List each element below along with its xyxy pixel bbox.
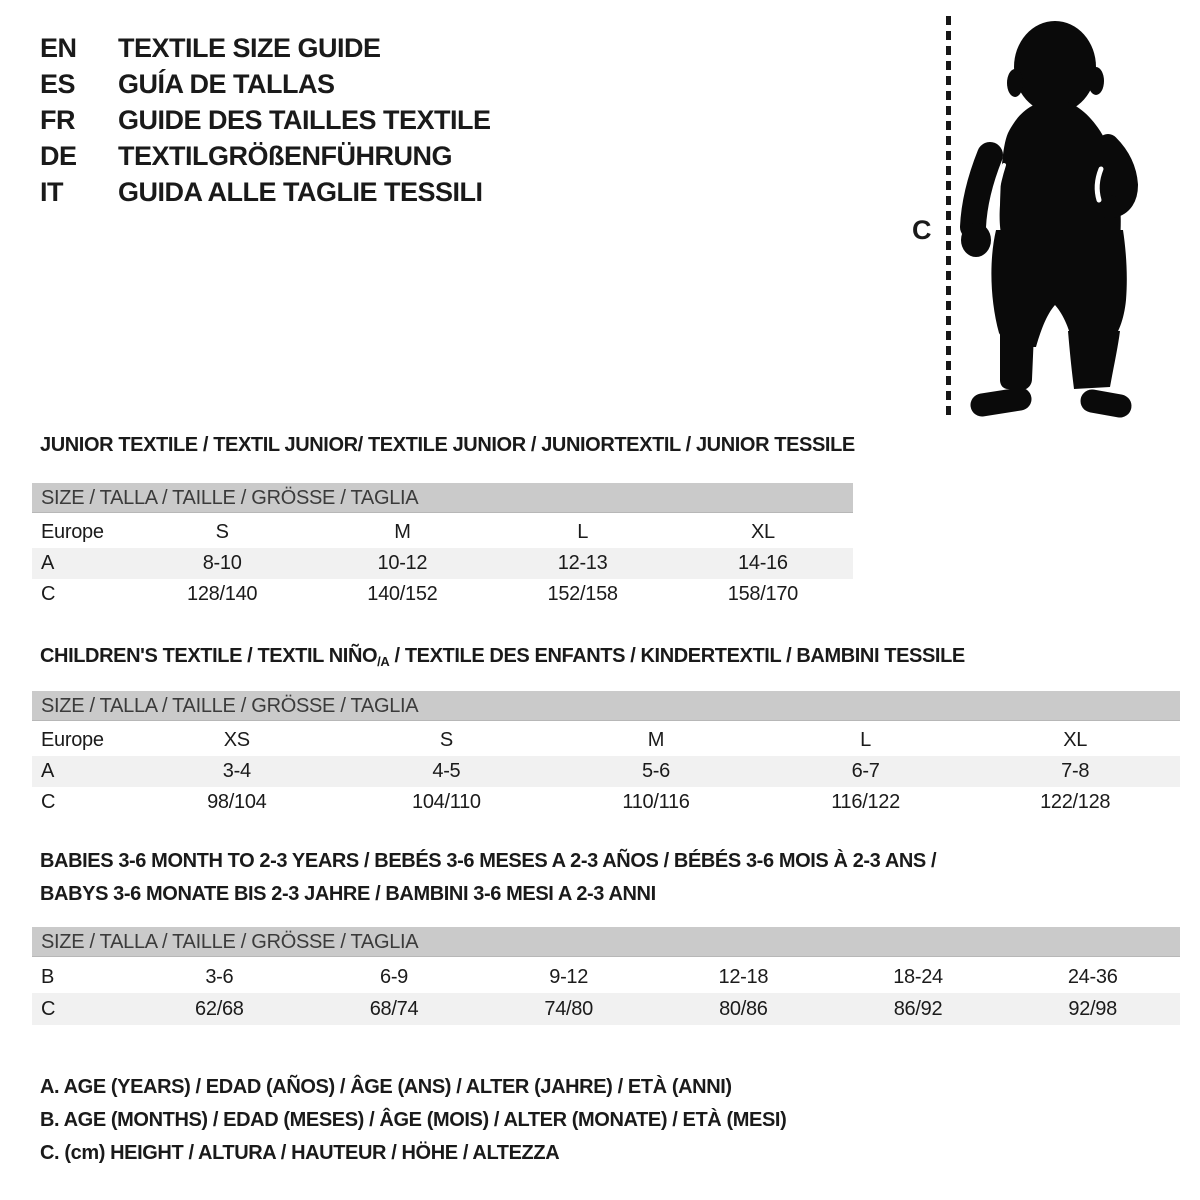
legend-line-c: C. (cm) HEIGHT / ALTURA / HAUTEUR / HÖHE / ALTEZZA: [40, 1142, 560, 1164]
height-dashed-line: [946, 16, 951, 416]
table-row-age-years: [32, 548, 853, 579]
title-text: / TEXTILE DES ENFANTS / KINDERTEXTIL / BAMBINI TESSILE: [389, 645, 965, 667]
size-cell: M: [647, 729, 665, 751]
babies-size-table: [32, 927, 1180, 1025]
height-cell: 110/116: [622, 791, 690, 813]
age-cell: 6-9: [380, 965, 409, 988]
table-row-europe: [32, 517, 853, 548]
age-cell: 18-24: [893, 965, 943, 988]
lang-row-en: [40, 30, 491, 66]
table-row-age-months: [32, 961, 1180, 993]
table-row-height-cm: [32, 787, 1180, 818]
age-cell: 8-10: [202, 552, 242, 574]
lang-title: TEXTILE SIZE GUIDE: [118, 32, 381, 63]
title-subscript: /A: [377, 654, 390, 669]
age-cell: 7-8: [1061, 760, 1090, 782]
age-cell: 14-16: [738, 552, 788, 574]
table-row-europe: [32, 725, 1180, 756]
measurement-legend: [40, 1071, 786, 1170]
table-row-height-cm: [32, 993, 1180, 1025]
age-cell: 10-12: [377, 552, 428, 574]
babies-title-line1: BABIES 3-6 MONTH TO 2-3 YEARS / BEBÉS 3-6 MESES A 2-3 AÑOS / BÉBÉS 3-6 MOIS À 2-3 ANS /: [40, 850, 937, 872]
toddler-silhouette: [960, 15, 1140, 421]
age-cell: 9-12: [549, 965, 589, 988]
height-cell: 152/158: [547, 583, 618, 605]
age-cell: 12-18: [718, 965, 769, 988]
babies-section-title: [40, 845, 936, 911]
lang-code: DE: [40, 140, 77, 171]
height-cell: 140/152: [367, 583, 438, 605]
row-label: C: [41, 791, 56, 813]
children-section-title: [40, 645, 965, 669]
height-cell: 92/98: [1068, 997, 1117, 1020]
age-cell: 5-6: [641, 760, 670, 782]
row-label: C: [41, 583, 56, 605]
age-cell: 12-13: [557, 552, 608, 574]
height-cell: 62/68: [195, 997, 244, 1020]
lang-code: IT: [40, 176, 63, 207]
junior-section-title: JUNIOR TEXTILE / TEXTIL JUNIOR/ TEXTILE JUNIOR / JUNIORTEXTIL / JUNIOR TESSILE: [40, 434, 855, 456]
height-cell: 122/128: [1040, 791, 1111, 813]
lang-code: FR: [40, 104, 75, 135]
height-cell: 116/122: [831, 791, 900, 813]
age-cell: 24-36: [1067, 965, 1118, 988]
lang-row-de: [40, 138, 491, 174]
size-cell: S: [215, 521, 229, 543]
age-cell: 3-4: [222, 760, 251, 782]
lang-title: TEXTILGRÖßENFÜHRUNG: [118, 140, 452, 171]
lang-code: ES: [40, 68, 76, 99]
lang-row-es: [40, 66, 491, 102]
height-cell: 86/92: [893, 997, 943, 1020]
age-cell: 3-6: [205, 965, 234, 988]
age-cell: 4-5: [432, 760, 461, 782]
legend-line-b: B. AGE (MONTHS) / EDAD (MESES) / ÂGE (MOIS) / ALTER (MONATE) / ETÀ (MESI): [40, 1109, 787, 1131]
size-cell: M: [394, 521, 411, 543]
lang-title: GUÍA DE TALLAS: [118, 68, 335, 99]
table-row-age-years: [32, 756, 1180, 787]
lang-title: GUIDE DES TAILLES TEXTILE: [118, 104, 491, 135]
size-cell: L: [577, 521, 589, 543]
height-cell: 104/110: [412, 791, 481, 813]
children-size-table: [32, 691, 1180, 818]
size-table-header: SIZE / TALLA / TAILLE / GRÖSSE / TAGLIA: [32, 927, 1180, 957]
height-measure-label: C: [912, 215, 932, 245]
size-table-header: SIZE / TALLA / TAILLE / GRÖSSE / TAGLIA: [32, 691, 1180, 721]
height-cell: 68/74: [369, 997, 419, 1020]
size-cell: L: [860, 729, 871, 751]
row-label: B: [41, 965, 55, 988]
lang-code: EN: [40, 32, 77, 63]
row-label: C: [41, 997, 56, 1020]
height-cell: 98/104: [207, 791, 267, 813]
junior-size-table: [32, 483, 853, 610]
lang-title: GUIDA ALLE TAGLIE TESSILI: [118, 176, 483, 207]
size-cell: XL: [1063, 729, 1088, 751]
size-cell: XL: [750, 521, 775, 543]
table-row-height-cm: [32, 579, 853, 610]
language-title-list: [40, 30, 491, 210]
lang-row-it: [40, 174, 491, 210]
size-cell: S: [439, 729, 453, 751]
height-cell: 74/80: [544, 997, 593, 1020]
babies-title-line2: BABYS 3-6 MONATE BIS 2-3 JAHRE / BAMBINI 3-6 MESI A 2-3 ANNI: [40, 883, 656, 905]
height-cell: 128/140: [187, 583, 258, 605]
height-cell: 158/170: [727, 583, 798, 605]
title-text: CHILDREN'S TEXTILE / TEXTIL NIÑO: [40, 645, 378, 667]
size-cell: XS: [223, 729, 250, 751]
lang-row-fr: [40, 102, 491, 138]
age-cell: 6-7: [851, 760, 880, 782]
row-label: A: [41, 760, 55, 782]
height-cell: 80/86: [719, 997, 768, 1020]
row-label: Europe: [41, 521, 104, 543]
legend-line-a: A. AGE (YEARS) / EDAD (AÑOS) / ÂGE (ANS) / ALTER (JAHRE) / ETÀ (ANNI): [40, 1076, 732, 1098]
size-table-header: SIZE / TALLA / TAILLE / GRÖSSE / TAGLIA: [32, 483, 853, 513]
row-label: A: [41, 552, 55, 574]
row-label: Europe: [41, 729, 104, 751]
